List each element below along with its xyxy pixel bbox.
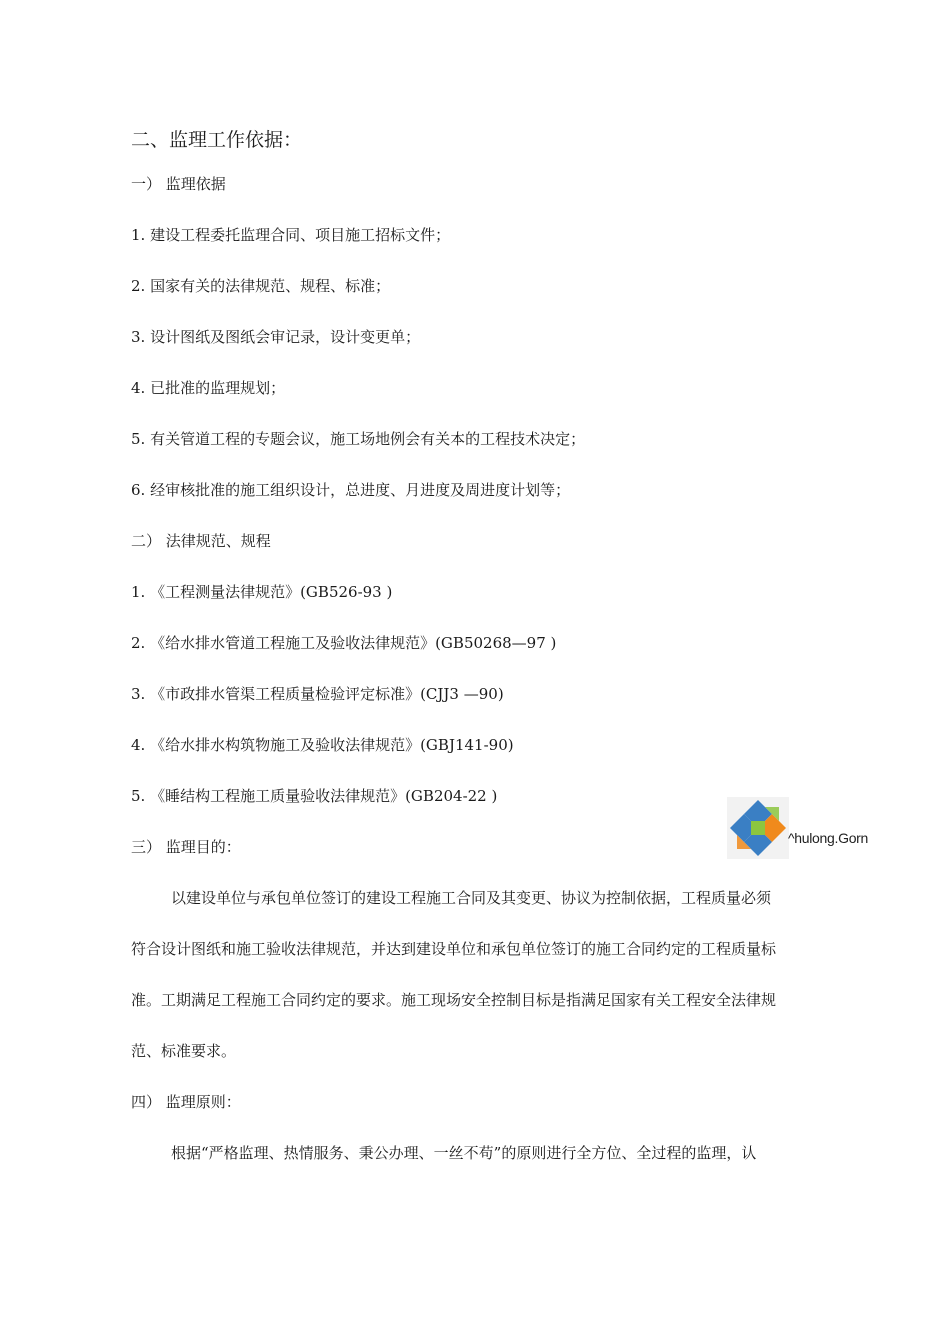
regulation-item: 4. 《给水排水构筑物施工及验收法律规范》(GBJ141-90) [131, 736, 514, 754]
objectives-heading: 三） 监理目的： [131, 838, 241, 856]
basis-item: 2. 国家有关的法律规范、规程、标准； [131, 277, 391, 295]
basis-item: 5. 有关管道工程的专题会议，施工场地例会有关本的工程技术决定； [131, 430, 586, 448]
section-heading: 二、监理工作依据： [131, 129, 303, 151]
objectives-paragraph [131, 888, 867, 1058]
regulations-heading: 二） 法律规范、规程 [131, 532, 271, 550]
regulation-item: 1. 《工程测量法律规范》(GB526-93 ) [131, 583, 393, 601]
principles-paragraph [131, 1143, 867, 1165]
paragraph-line: 以建设单位与承包单位签订的建设工程施工合同及其变更、协议为控制依据，工程质量必须 [171, 889, 772, 907]
regulation-item: 3. 《市政排水管渠工程质量检验评定标准》(CJJ3 —90) [131, 685, 504, 703]
basis-item: 4. 已批准的监理规划； [131, 379, 286, 397]
basis-item: 3. 设计图纸及图纸会审记录，设计变更单； [131, 328, 421, 346]
paragraph-line: 根据“严格监理、热情服务、秉公办理、一丝不苟”的原则进行全方位、全过程的监理，认 [171, 1144, 757, 1162]
watermark-text: ^hulong.Gorn [788, 830, 869, 846]
basis-item: 6. 经审核批准的施工组织设计，总进度、月进度及周进度计划等； [131, 481, 571, 499]
principles-heading: 四） 监理原则： [131, 1093, 241, 1111]
paragraph-line: 范、标准要求。 [131, 1042, 237, 1060]
watermark-logo [727, 797, 887, 859]
paragraph-line: 符合设计图纸和施工验收法律规范，并达到建设单位和承包单位签订的施工合同约定的工程质量标 [131, 940, 777, 958]
pinwheel-logo-icon [727, 797, 789, 859]
basis-item: 1. 建设工程委托监理合同、项目施工招标文件； [131, 226, 451, 244]
paragraph-line: 准。工期满足工程施工合同约定的要求。施工现场安全控制目标是指满足国家有关工程安全法律规 [131, 991, 777, 1009]
basis-heading: 一） 监理依据 [131, 175, 226, 193]
regulation-item: 2. 《给水排水管道工程施工及验收法律规范》(GB50268—97 ) [131, 634, 557, 652]
regulation-item: 5. 《睡结构工程施工质量验收法律规范》(GB204-22 ) [131, 787, 498, 805]
